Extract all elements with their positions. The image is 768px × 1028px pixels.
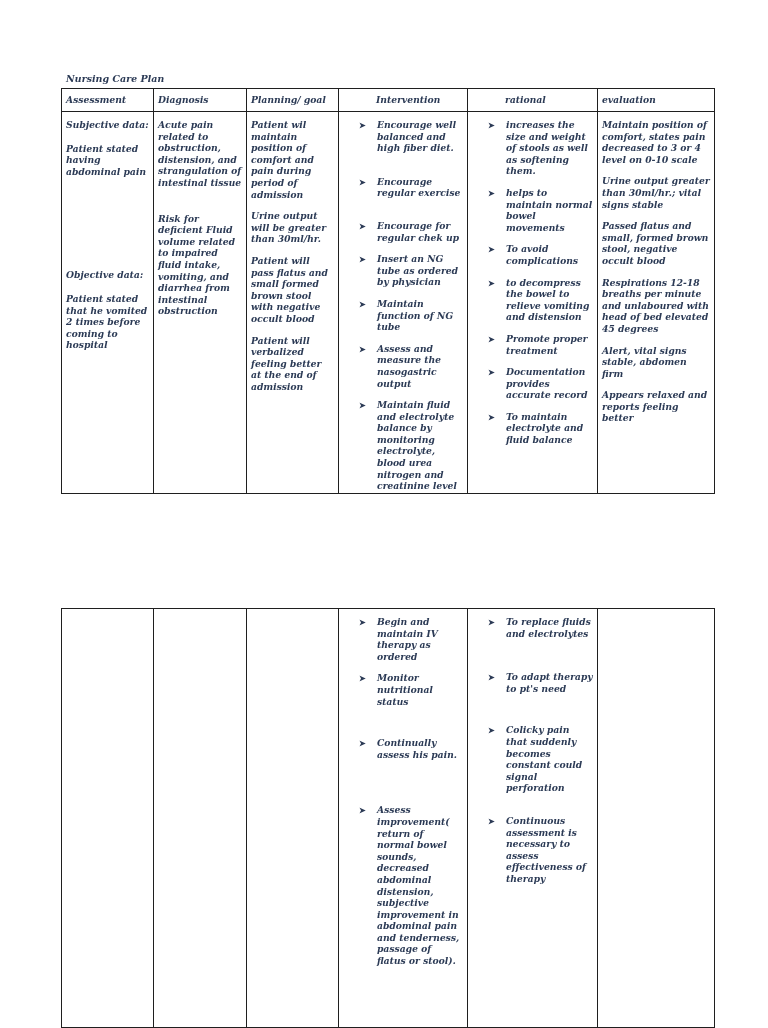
list-item: ➤ Encourage regular exercise bbox=[359, 177, 463, 200]
evaluation-item: Appears relaxed and reports feeling better bbox=[602, 390, 708, 425]
header-planning: Planning/ goal bbox=[247, 89, 339, 112]
diagnosis-cell bbox=[154, 609, 247, 1028]
rationale-cell bbox=[468, 112, 598, 494]
planning-cell bbox=[247, 609, 339, 1028]
intervention-list bbox=[359, 617, 463, 968]
header-assessment: Assessment bbox=[62, 89, 154, 112]
planning-cell bbox=[247, 112, 339, 494]
assessment-cell bbox=[62, 609, 154, 1028]
list-item: ➤ Maintain fluid and electrolyte balance by monitoring electrolyte, blood urea nitrogen and creatinine level bbox=[359, 400, 463, 493]
planning-item: Patient will pass flatus and small formed brown stool with negative occult blood bbox=[251, 255, 328, 325]
list-item: ➤ Continuous assessment is necessary to assess effectiveness of therapy bbox=[488, 816, 593, 886]
intervention-cell bbox=[339, 112, 468, 494]
list-item: ➤ Assess and measure the nasogastric output bbox=[359, 344, 463, 390]
intervention-list bbox=[359, 120, 463, 493]
care-plan-table bbox=[61, 88, 715, 494]
diagnosis-item: Acute pain related to obstruction, distension, and strangulation of intestinal tissue bbox=[158, 120, 242, 189]
planning-item: Patient will verbalized feeling better at the end of admission bbox=[251, 335, 322, 393]
evaluation-item: Urine output greater than 30ml/hr.; vital signs stable bbox=[602, 176, 710, 211]
evaluation-item: Alert, vital signs stable, abdomen firm bbox=[602, 345, 687, 380]
subjective-label: Subjective data: bbox=[66, 120, 149, 131]
rationale-list bbox=[488, 617, 593, 886]
list-item: ➤ Monitor nutritional status bbox=[359, 673, 463, 708]
list-item: ➤ Colicky pain that suddenly becomes constant could signal perforation bbox=[488, 725, 593, 795]
diagnosis-item: Risk for deficient Fluid volume related to impaired fluid intake, vomiting, and diarrhea from intestinal obstruction bbox=[158, 213, 236, 318]
rationale-list bbox=[488, 120, 593, 447]
list-item: ➤ to decompress the bowel to relieve vomiting and distension bbox=[488, 278, 593, 324]
header-evaluation: evaluation bbox=[598, 89, 715, 112]
list-item: ➤ Documentation provides accurate record bbox=[488, 367, 593, 402]
list-item: ➤ Promote proper treatment bbox=[488, 334, 593, 357]
list-item: ➤ increases the size and weight of stools as well as softening them. bbox=[488, 120, 593, 178]
list-item: ➤ Begin and maintain IV therapy as ordered bbox=[359, 617, 463, 663]
list-item: ➤ Maintain function of NG tube bbox=[359, 299, 463, 334]
list-item: ➤ Assess improvement( return of normal bowel sounds, decreased abdominal distension, subjective improvement in abdominal pain and tenderness, passage of flatus or stool). bbox=[359, 805, 463, 967]
diagnosis-cell bbox=[154, 112, 247, 494]
evaluation-cell bbox=[598, 609, 715, 1028]
evaluation-item: Respirations 12-18 breaths per minute and unlaboured with head of bed elevated 45 degrees bbox=[602, 277, 709, 335]
subjective-text: Patient stated having abdominal pain bbox=[66, 143, 147, 178]
evaluation-item: Maintain position of comfort, states pain decreased to 3 or 4 level on 0-10 scale bbox=[602, 120, 707, 166]
document-title: Nursing Care Plan bbox=[66, 74, 165, 85]
list-item: ➤ To maintain electrolyte and fluid balance bbox=[488, 412, 593, 447]
objective-text: Patient stated that he vomited 2 times before coming to hospital bbox=[66, 293, 148, 352]
planning-item: Urine output will be greater than 30ml/hr. bbox=[251, 211, 327, 246]
list-item: ➤ To avoid complications bbox=[488, 244, 593, 267]
evaluation-item: Passed flatus and small, formed brown stool, negative occult blood bbox=[602, 221, 709, 267]
rationale-cell bbox=[468, 609, 598, 1028]
table-row bbox=[62, 609, 715, 1028]
planning-item: Patient wil maintain position of comfort and pain during period of admission bbox=[251, 120, 314, 201]
table-row bbox=[62, 112, 715, 494]
intervention-cell bbox=[339, 609, 468, 1028]
list-item: ➤ Encourage for regular chek up bbox=[359, 221, 463, 244]
list-item: ➤ Encourage well balanced and high fiber diet. bbox=[359, 120, 463, 155]
care-plan-table-continued bbox=[61, 608, 715, 1028]
header-rationale: rational bbox=[468, 89, 598, 112]
list-item: ➤ To replace fluids and electrolytes bbox=[488, 617, 593, 640]
header-diagnosis: Diagnosis bbox=[154, 89, 247, 112]
table-header-row bbox=[62, 89, 715, 112]
objective-label: Objective data: bbox=[66, 270, 144, 282]
list-item: ➤ Continually assess his pain. bbox=[359, 738, 463, 761]
list-item: ➤ To adapt therapy to pt's need bbox=[488, 672, 593, 695]
header-intervention: Intervention bbox=[339, 89, 468, 112]
evaluation-cell bbox=[598, 112, 715, 494]
list-item: ➤ Insert an NG tube as ordered by physician bbox=[359, 254, 463, 289]
list-item: ➤ helps to maintain normal bowel movements bbox=[488, 188, 593, 234]
assessment-cell bbox=[62, 112, 154, 494]
